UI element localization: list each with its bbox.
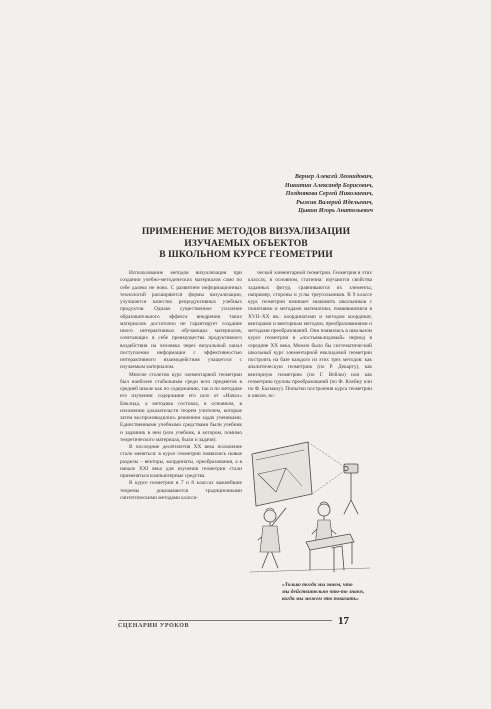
title-line: ИЗУЧАЕМЫХ ОБЪЕКТОВ xyxy=(184,237,308,249)
body-column-right xyxy=(248,270,372,401)
author-name: Цыкин Игорь Анатольевич xyxy=(298,207,373,215)
caption-line: когда мы можем это показать» xyxy=(282,596,359,602)
classroom-illustration xyxy=(246,430,374,576)
paragraph: В последние десятилетия XX века положение стало меняться: в курсе геометрии появились новые разделы – векторы, координаты, преобразования, а в начале XXI века для изучения геометрии стали применяться компьютерные средства. xyxy=(120,444,242,479)
paragraph: Многие столетия курс элементарной геометрии был наиболее стабильным среди всех предметов в средней школе как по содержанию, так и по методике его изучения: содержание его шло от «Начал» Евклида, а методика состояла, в основном, в изложении доказательств теорем учителем, которые затем воспроизводились решением задач учениками. Единственными учебными средствами были учебник и задачник в нем (или учебник, в котором, помимо теоретического материала, были и задачи). xyxy=(120,371,242,443)
figure-caption xyxy=(282,582,374,603)
paragraph: В курсе геометрии в 7 и 8 классах важнейшие теоремы доказываются традиционными синтетическими методами класси- xyxy=(120,480,242,501)
paragraph: Использование методов визуализации при создании учебно-методических материалов само по себе далеко не ново. С развитием информационных технологий расширяются формы визуализации, улучшается качество репродуктивных учебных продуктов. Однако существенное усиление образовательного эффекта внедрения таких материалов достаточно не гарантирует создание иного интерактивных обучающих материалов, сочетающих в себе преимущества продуктивного воздействия на человека через визуальный канал поступления информации с эффективностью интерактивного взаимодействия учащегося с изучаемым материалом. xyxy=(120,270,242,371)
author-name: Рыжик Валерий Идельевич, xyxy=(296,198,373,206)
body-column-left xyxy=(120,270,242,502)
author-name: Вернер Алексей Леонидович, xyxy=(294,173,373,180)
author-list xyxy=(285,173,373,216)
caption-line: мы действительно что-то знаем, xyxy=(282,589,365,595)
author-name: Никитин Александр Борисович, xyxy=(284,181,373,189)
caption-line: «Только тогда мы знаем, что xyxy=(282,582,353,588)
article-title xyxy=(130,226,362,261)
author-name: Позднякова Сергей Николаевич, xyxy=(285,190,373,198)
footer-divider xyxy=(118,620,332,621)
title-line: ПРИМЕНЕНИЕ МЕТОДОВ ВИЗУАЛИЗАЦИИ xyxy=(141,226,351,237)
section-label: СЦЕНАРИИ УРОКОВ xyxy=(118,623,190,629)
page-number: 17 xyxy=(338,615,349,627)
title-line: В ШКОЛЬНОМ КУРСЕ ГЕОМЕТРИИ xyxy=(159,249,333,261)
paragraph: ческой элементарной геометрии. Геометрия в этих классах, в основном, статична: изучаются свойства заданных фигур, сравниваются их элементы, например, стороны и углы треугольников. В 9 классе курс геометрии начинает знакомить школьников с понятиями и методами математики, появившимися в XVII–XX вв.: координатами и методом координат, векторами и векторным методом, преобразованиями и методами преобразований. Они появились в школьном курсе геометрии в «постьевклидовый» период в середине XX века. Можно было бы систематический школьный курс элементарной евклидовой геометрии построить на базе каждого из этих трех методов: как аналитическую геометрию (по Р. Декарту), как векторную геометрию (по Г. Вейлю) или как геометрию группы преобразований (по Ф. Клейну или по Ф. Бахману). Попытки построения курса геометрии в школе, ис- xyxy=(248,270,372,400)
